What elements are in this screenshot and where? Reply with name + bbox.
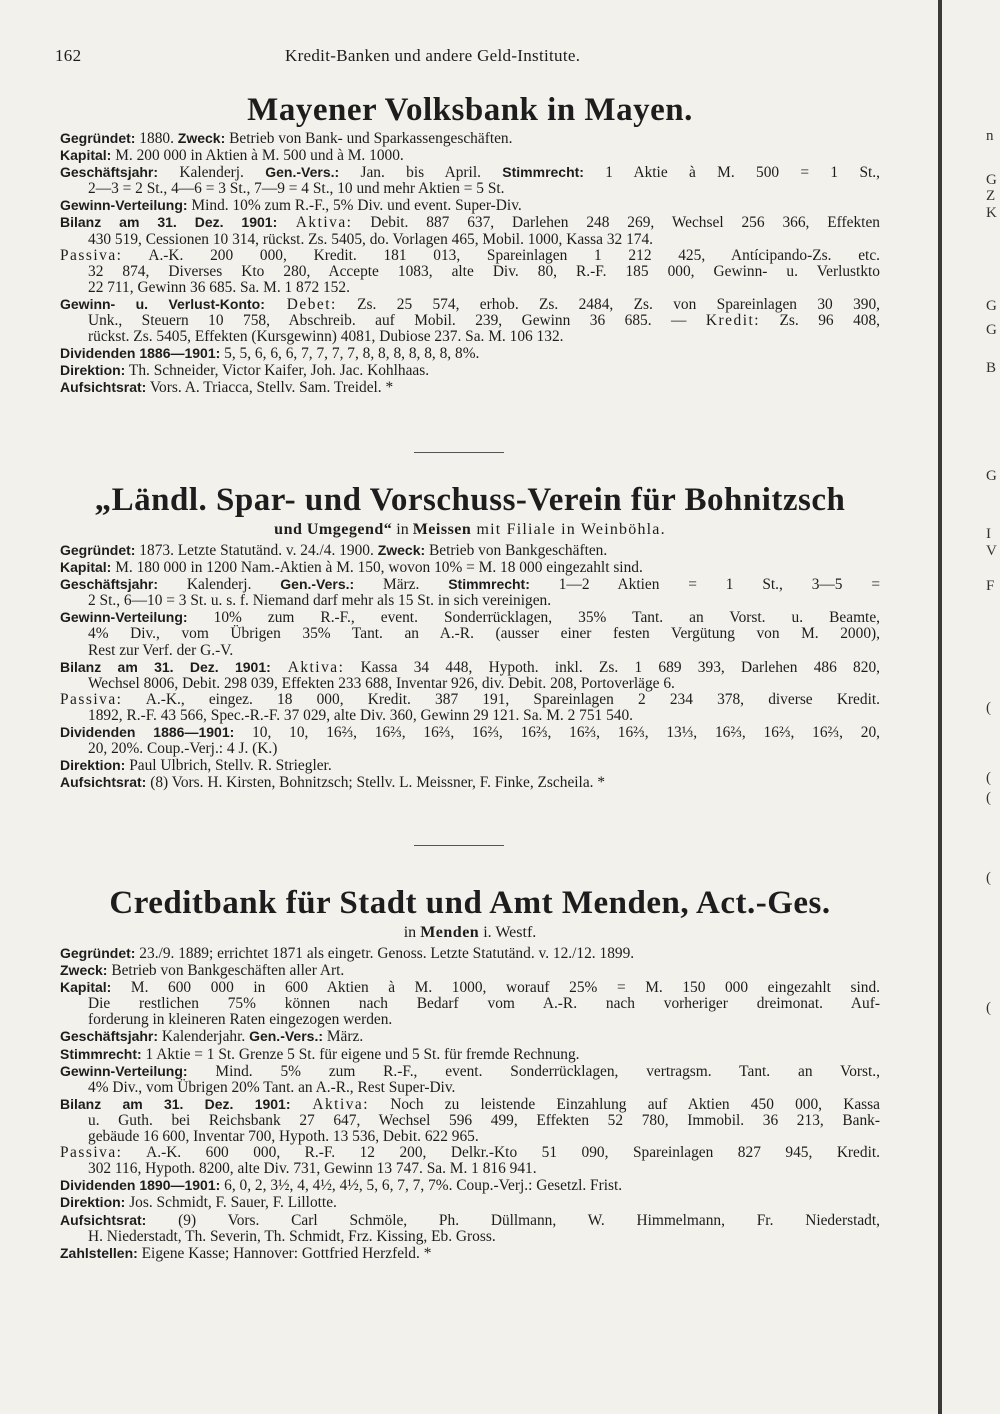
- subtitle-name: und Umgegend“: [274, 521, 393, 538]
- spaced-label: Passiva:: [60, 246, 123, 264]
- page-number: 162: [55, 46, 82, 65]
- field-text: A.-K. 200 000, Kredit. 181 013, Spareinlagen 1 212 425, Antícipando-Zs. etc.: [122, 246, 880, 264]
- field-label: Gewinn-Verteilung:: [60, 1062, 188, 1079]
- field-label: Gewinn- u. Verlust-Konto:: [60, 295, 265, 312]
- field-label: Geschäftsjahr:: [60, 576, 159, 593]
- entry-subtitle: [60, 923, 880, 943]
- field-label: Aufsichtsrat:: [60, 379, 147, 396]
- text-line: [60, 1212, 880, 1229]
- field-text: 1873. Letzte Statutänd. v. 24./4. 1900.: [135, 542, 378, 559]
- field-label: Direktion:: [60, 362, 126, 379]
- field-label: Geschäftsjahr:: [60, 1028, 159, 1045]
- text-line: [60, 197, 880, 214]
- field-text: 10, 10, 16⅔, 16⅔, 16⅔, 16⅔, 16⅔, 16⅔, 16⅔, 13⅓, 16⅔, 16⅔, 16⅔, 20,: [234, 724, 880, 742]
- field-text: M. 200 000 in Aktien à M. 500 und à M. 1000.: [111, 147, 404, 165]
- text-line: [60, 345, 880, 362]
- text-line: [60, 214, 880, 231]
- text-line: [60, 542, 880, 559]
- field-text: Unk., Steuern 10 758, Abschreib. auf Mobil. 239, Gewinn 36 685. —: [88, 312, 706, 330]
- margin-letter: V: [986, 543, 997, 559]
- text-line: [60, 1028, 880, 1045]
- field-text: H. Niederstadt, Th. Severin, Th. Schmidt, Frz. Kissing, Eb. Gross.: [88, 1227, 496, 1245]
- field-label: Aufsichtsrat:: [60, 774, 147, 791]
- text-line: [60, 164, 880, 181]
- entry-subtitle: [60, 520, 880, 540]
- field-text: M. 600 000 in 600 Aktien à M. 1000, worauf 25% = M. 150 000 eingezahlt sind.: [111, 979, 880, 997]
- margin-letter: I: [986, 526, 991, 542]
- margin-letter: F: [986, 578, 995, 594]
- text-line: [60, 379, 880, 396]
- entry-body: [60, 542, 880, 791]
- running-title: Kredit-Banken und andere Geld-Institute.: [285, 46, 581, 65]
- field-text: u. Guth. bei Reichsbank 27 647, Wechsel 596 499, Effekten 52 780, Immobil. 36 213, Bank-: [88, 1111, 880, 1129]
- field-label: Bilanz am 31. Dez. 1901:: [60, 214, 278, 231]
- entry-title: Mayener Volksbank in Mayen.: [247, 92, 693, 128]
- text-line: [60, 626, 880, 642]
- text-line: [60, 248, 880, 264]
- spaced-label: Debet:: [264, 295, 337, 313]
- field-text: 2—3 = 2 St., 4—6 = 3 St., 7—9 = 4 St., 10 und mehr Aktien = 5 St.: [88, 180, 505, 198]
- field-text: Kalenderj.: [158, 164, 266, 182]
- spaced-label: Passiva:: [60, 1144, 123, 1162]
- text-line: [60, 979, 880, 996]
- text-line: [60, 181, 880, 197]
- section-divider: [414, 845, 504, 846]
- spaced-label: Aktiva:: [277, 214, 353, 232]
- field-label: Gegründet:: [60, 130, 136, 146]
- entry-creditbank-menden: [60, 883, 880, 1262]
- text-line: [60, 232, 880, 248]
- field-label: Gegründet:: [60, 945, 136, 961]
- field-text: 6, 0, 2, 3½, 4, 4½, 4½, 5, 6, 7, 7, 7%. Coup.-Verj.: Gesetzl. Frist.: [220, 1177, 623, 1195]
- text-line: [60, 296, 880, 313]
- field-label: Zahlstellen:: [60, 1244, 138, 1261]
- field-label: Gen.-Vers.:: [265, 164, 340, 181]
- field-text: Rest zur Verf. der G.-V.: [88, 641, 234, 659]
- field-text: Mind. 5% zum R.-F., event. Sonderrücklagen, vertragsm. Tant. an Vorst.,: [187, 1062, 880, 1080]
- text-line: [60, 1096, 880, 1113]
- margin-letter: (: [986, 700, 991, 716]
- field-text: Kassa 34 448, Hypoth. inkl. Zs. 1 689 393, Darlehen 486 820,: [344, 658, 880, 676]
- text-line: [60, 576, 880, 593]
- text-line: [60, 609, 880, 626]
- text-line: [60, 962, 880, 979]
- field-text: 1 Aktie = 1 St. Grenze 5 St. für eigene und 5 St. für fremde Rechnung.: [141, 1045, 580, 1063]
- entry-mayener-volksbank: [60, 90, 880, 397]
- entry-body: [60, 945, 880, 1262]
- gutter-line: [938, 0, 942, 1414]
- field-label: Dividenden 1890—1901:: [60, 1177, 221, 1194]
- text-line: [60, 1046, 880, 1063]
- margin-letter: G: [986, 172, 997, 188]
- field-text: 20, 20%. Coup.-Verj.: 4 J. (K.): [88, 740, 278, 758]
- field-label: Gen.-Vers.:: [249, 1028, 323, 1045]
- text-line: [60, 708, 880, 724]
- field-label: Stimmrecht:: [502, 164, 584, 181]
- subtitle-in: in: [403, 924, 421, 941]
- field-text: Zs. 96 408,: [760, 312, 880, 330]
- field-label: Stimmrecht:: [448, 576, 530, 593]
- field-text: 302 116, Hypoth. 8200, alte Div. 731, Gewinn 13 747. Sa. M. 1 816 941.: [88, 1160, 537, 1178]
- field-text: M. 180 000 in 1200 Nam.-Aktien à M. 150, wovon 10% = M. 18 000 eingezahlt sind.: [111, 559, 643, 577]
- text-line: [60, 741, 880, 757]
- field-text: 1892, R.-F. 43 566, Spec.-R.-F. 37 029, alte Div. 360, Gewinn 29 121. Sa. M. 2 751 540.: [88, 706, 634, 724]
- field-label: Kapital:: [60, 147, 112, 164]
- spaced-label: Passiva:: [60, 690, 123, 708]
- text-line: [60, 692, 880, 708]
- text-line: [60, 659, 880, 676]
- text-line: [60, 1129, 880, 1145]
- text-line: [60, 362, 880, 379]
- field-text: 1 Aktie à M. 500 = 1 St.,: [583, 164, 880, 182]
- field-text: Debit. 887 637, Darlehen 248 269, Wechsel 256 366, Effekten: [352, 214, 880, 232]
- field-label: Zweck:: [177, 130, 226, 146]
- field-text: März.: [323, 1028, 364, 1046]
- text-line: [60, 1177, 880, 1194]
- field-text: 4% Div., vom Übrigen 35% Tant. an A.-R. (ausser einer festen Vergütung von M. 2000),: [88, 625, 880, 643]
- text-line: [60, 1012, 880, 1028]
- text-line: [60, 676, 880, 692]
- text-line: [60, 329, 880, 345]
- adjacent-page-margin: [986, 0, 1000, 1414]
- field-text: Kalenderjahr.: [158, 1028, 250, 1046]
- entry-title: Creditbank für Stadt und Amt Menden, Act.-Ges.: [109, 885, 831, 921]
- field-text: 32 874, Diverses Kto 280, Accepte 1083, alte Div. 80, R.-F. 185 000, Gewinn- u. Verlustkto: [88, 262, 880, 280]
- margin-letter: G: [986, 298, 997, 314]
- text-line: [60, 1161, 880, 1177]
- field-text: Eigene Kasse; Hannover: Gottfried Herzfeld. *: [137, 1244, 432, 1262]
- spaced-label: Aktiva:: [270, 658, 345, 676]
- field-label: Kapital:: [60, 559, 112, 576]
- text-line: [60, 264, 880, 280]
- margin-letter: B: [986, 360, 997, 376]
- text-line: [60, 1245, 880, 1262]
- subtitle-place: Meissen: [412, 521, 472, 538]
- field-text: (8) Vors. H. Kirsten, Bohnitzsch; Stellv. L. Meissner, F. Finke, Zscheila. *: [146, 774, 606, 792]
- text-line: [60, 996, 880, 1012]
- field-text: gebäude 16 600, Inventar 700, Hypoth. 13 536, Debit. 622 965.: [88, 1128, 479, 1146]
- field-label: Dividenden 1886—1901:: [60, 345, 221, 362]
- margin-letter: K: [986, 205, 997, 221]
- field-label: Direktion:: [60, 1194, 126, 1211]
- field-text: Die restlichen 75% können nach Bedarf vom A.-R. nach vorheriger dreimonat. Auf-: [88, 995, 880, 1013]
- running-head: [55, 46, 935, 66]
- field-text: 23./9. 1889; errichtet 1871 als eingetr. Genoss. Letzte Statutänd. v. 12./12. 1899.: [135, 945, 635, 962]
- field-label: Bilanz am 31. Dez. 1901:: [60, 658, 271, 675]
- text-line: [60, 280, 880, 296]
- field-text: 1880.: [135, 130, 178, 147]
- field-text: Wechsel 8006, Debit. 298 039, Effekten 233 688, Inventar 926, div. Debit. 208, Portoverläge 6.: [88, 674, 675, 692]
- field-text: forderung in kleineren Raten eingezogen werden.: [88, 1011, 393, 1029]
- margin-letter: (: [986, 870, 991, 886]
- field-text: Jan. bis April.: [339, 164, 503, 182]
- text-line: [60, 1113, 880, 1129]
- field-text: Noch zu leistende Einzahlung auf Aktien 450 000, Kassa: [369, 1095, 880, 1113]
- subtitle-rest: mit Filiale in Weinböhla.: [471, 521, 666, 538]
- text-line: [60, 1080, 880, 1096]
- margin-letter: G: [986, 468, 997, 484]
- margin-letter: n: [986, 128, 994, 144]
- field-text: A.-K. 600 000, R.-F. 12 200, Delkr.-Kto 51 090, Spareinlagen 827 945, Kredit.: [122, 1144, 880, 1162]
- text-line: [60, 1229, 880, 1245]
- field-label: Gewinn-Verteilung:: [60, 609, 188, 626]
- text-line: [60, 643, 880, 659]
- text-line: [60, 130, 880, 147]
- field-label: Gegründet:: [60, 542, 136, 558]
- field-text: 10% zum R.-F., event. Sonderrücklagen, 35% Tant. an Vorst. u. Beamte,: [187, 609, 880, 627]
- margin-letter: Z: [986, 188, 996, 204]
- text-line: [60, 559, 880, 576]
- field-text: 1—2 Aktien = 1 St., 3—5 =: [529, 576, 881, 594]
- text-line: [60, 1145, 880, 1161]
- field-label: Stimmrecht:: [60, 1045, 142, 1062]
- text-line: [60, 593, 880, 609]
- margin-letter: G: [986, 322, 997, 338]
- field-label: Aufsichtsrat:: [60, 1211, 147, 1228]
- field-text: Betrieb von Bankgeschäften.: [425, 542, 608, 559]
- field-text: 5, 5, 6, 6, 6, 7, 7, 7, 7, 8, 8, 8, 8, 8, 8, 8%.: [220, 345, 480, 363]
- field-text: Zs. 25 574, erhob. Zs. 2484, Zs. von Spareinlagen 30 390,: [336, 295, 881, 313]
- field-text: Mind. 10% zum R.-F., 5% Div. und event. Super-Div.: [187, 197, 522, 215]
- text-line: [60, 147, 880, 164]
- field-text: Th. Schneider, Victor Kaifer, Joh. Jac. Kohlhaas.: [125, 362, 430, 380]
- field-text: Betrieb von Bank- und Sparkassengeschäften.: [225, 130, 513, 147]
- subtitle-rest: i. Westf.: [479, 924, 537, 941]
- subtitle-place: Menden: [420, 924, 480, 941]
- text-line: [60, 1194, 880, 1211]
- entry-laendl-spar-verein: [60, 480, 880, 791]
- subtitle-in: in: [392, 521, 413, 538]
- field-text: A.-K., eingez. 18 000, Kredit. 387 191, Spareinlagen 2 234 378, diverse Kredit.: [122, 690, 880, 708]
- text-line: [60, 774, 880, 791]
- field-text: Vors. A. Triacca, Stellv. Sam. Treidel. *: [146, 379, 394, 397]
- text-line: [60, 724, 880, 741]
- field-text: Paul Ulbrich, Stellv. R. Striegler.: [125, 757, 332, 775]
- text-line: [60, 757, 880, 774]
- field-text: 430 519, Cessionen 10 314, rückst. Zs. 5405, do. Vorlagen 465, Mobil. 1000, Kassa 32 174.: [88, 230, 654, 248]
- field-label: Dividenden 1886—1901:: [60, 724, 235, 741]
- margin-letter: (: [986, 790, 991, 806]
- section-divider: [414, 452, 504, 453]
- spaced-label: Kredit:: [705, 312, 761, 330]
- field-text: Kalenderj.: [158, 576, 281, 594]
- field-label: Geschäftsjahr:: [60, 164, 159, 181]
- field-text: Betrieb von Bankgeschäften aller Art.: [107, 962, 345, 980]
- entry-title: „Ländl. Spar- und Vorschuss-Verein für Bohnitzsch: [94, 482, 846, 518]
- field-label: Zweck:: [60, 962, 108, 979]
- field-text: 4% Div., vom Übrigen 20% Tant. an A.-R., Rest Super-Div.: [88, 1078, 456, 1096]
- field-label: Kapital:: [60, 979, 112, 996]
- margin-letter: (: [986, 1000, 991, 1016]
- text-line: [60, 945, 880, 962]
- field-text: Jos. Schmidt, F. Sauer, F. Lillotte.: [125, 1194, 337, 1212]
- field-label: Zweck:: [377, 542, 426, 558]
- field-label: Gen.-Vers.:: [280, 576, 355, 593]
- field-label: Bilanz am 31. Dez. 1901:: [60, 1095, 291, 1112]
- margin-letter: (: [986, 770, 991, 786]
- entry-body: [60, 130, 880, 397]
- field-label: Gewinn-Verteilung:: [60, 197, 188, 214]
- spaced-label: Aktiva:: [290, 1095, 370, 1113]
- field-label: Direktion:: [60, 757, 126, 774]
- field-text: (9) Vors. Carl Schmöle, Ph. Düllmann, W. Himmelmann, Fr. Niederstadt,: [146, 1211, 880, 1229]
- text-line: [60, 1063, 880, 1080]
- field-text: 2 St., 6—10 = 3 St. u. s. f. Niemand darf mehr als 15 St. in sich vereinigen.: [88, 592, 552, 610]
- text-line: [60, 313, 880, 329]
- field-text: 22 711, Gewinn 36 685. Sa. M. 1 872 152.: [88, 278, 350, 296]
- field-text: März.: [354, 576, 449, 594]
- field-text: rückst. Zs. 5405, Effekten (Kursgewinn) 4081, Dubiose 237. Sa. M. 106 132.: [88, 328, 564, 346]
